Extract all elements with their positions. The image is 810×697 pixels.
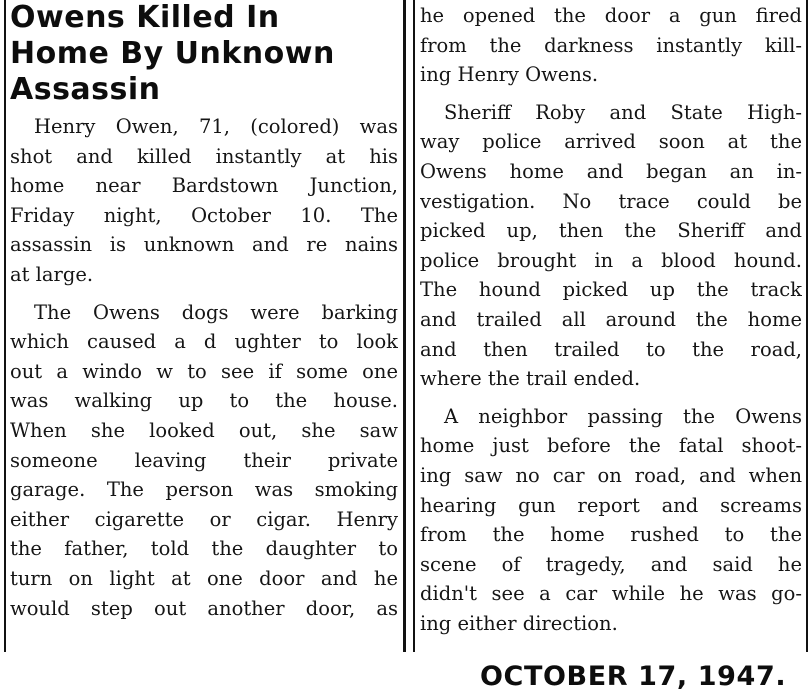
column-rule-center-a xyxy=(403,0,406,652)
text-line: ing Henry Owens. xyxy=(420,63,599,87)
left-column xyxy=(10,0,398,623)
text-line: Friday night, October 10. The xyxy=(10,203,398,227)
article-paragraph-2 xyxy=(10,298,398,624)
article-paragraph-4 xyxy=(420,98,802,394)
text-line: and trailed all around the home xyxy=(420,307,802,331)
article-paragraph-1 xyxy=(10,112,398,290)
text-line: The hound picked up the track xyxy=(420,278,802,302)
text-line: scene of tragedy, and said he xyxy=(420,552,802,576)
text-line: from the home rushed to the xyxy=(420,523,802,547)
text-line: where the trail ended. xyxy=(420,367,641,391)
headline-line-3: Assassin xyxy=(10,72,161,107)
text-line: ing saw no car on road, and when xyxy=(420,463,802,487)
dateline: OCTOBER 17, 1947. xyxy=(480,661,787,692)
text-line: Sheriff Roby and State High- xyxy=(444,100,802,124)
column-rule-center-b xyxy=(413,0,415,652)
text-line: Henry Owen, 71, (colored) was xyxy=(34,115,398,138)
text-line: turn on light at one door and he xyxy=(10,566,398,590)
text-line: and then trailed to the road, xyxy=(420,337,802,361)
text-line: way police arrived soon at the xyxy=(420,130,802,154)
right-column xyxy=(420,0,802,638)
text-line: he opened the door a gun fired xyxy=(420,4,802,27)
headline xyxy=(10,0,398,108)
text-line: picked up, then the Sheriff and xyxy=(420,219,802,243)
column-rule-left xyxy=(4,0,6,652)
text-line: garage. The person was smoking xyxy=(10,478,398,502)
text-line: Owens home and began an in- xyxy=(420,159,802,183)
text-line: out a windo w to see if some one xyxy=(10,359,398,383)
column-rule-right xyxy=(806,0,808,652)
text-line: ing either direction. xyxy=(420,611,618,635)
headline-line-1: Owens Killed In xyxy=(10,0,280,35)
text-line: assassin is unknown and re nains xyxy=(10,233,398,257)
text-line: from the darkness instantly kill- xyxy=(420,33,802,57)
text-line: either cigarette or cigar. Henry xyxy=(10,507,398,531)
text-line: When she looked out, she saw xyxy=(10,418,398,442)
text-line: at large. xyxy=(10,262,94,286)
text-line: shot and killed instantly at his xyxy=(10,144,398,168)
text-line: the father, told the daughter to xyxy=(10,537,398,561)
text-line: home just before the fatal shoot- xyxy=(420,434,802,458)
headline-line-2: Home By Unknown xyxy=(10,36,335,71)
text-line: A neighbor passing the Owens xyxy=(444,404,802,428)
article-paragraph-3 xyxy=(420,1,802,90)
text-line: home near Bardstown Junction, xyxy=(10,174,398,198)
article-paragraph-5 xyxy=(420,402,802,639)
text-line: vestigation. No trace could be xyxy=(420,189,802,213)
text-line: someone leaving their private xyxy=(10,448,398,472)
text-line: hearing gun report and screams xyxy=(420,493,802,517)
text-line: which caused a d ughter to look xyxy=(10,330,398,354)
text-line: would step out another door, as xyxy=(10,596,398,620)
text-line: The Owens dogs were barking xyxy=(34,300,398,324)
text-line: was walking up to the house. xyxy=(10,389,398,413)
text-line: didn't see a car while he was go- xyxy=(420,582,802,606)
text-line: police brought in a blood hound. xyxy=(420,248,802,272)
